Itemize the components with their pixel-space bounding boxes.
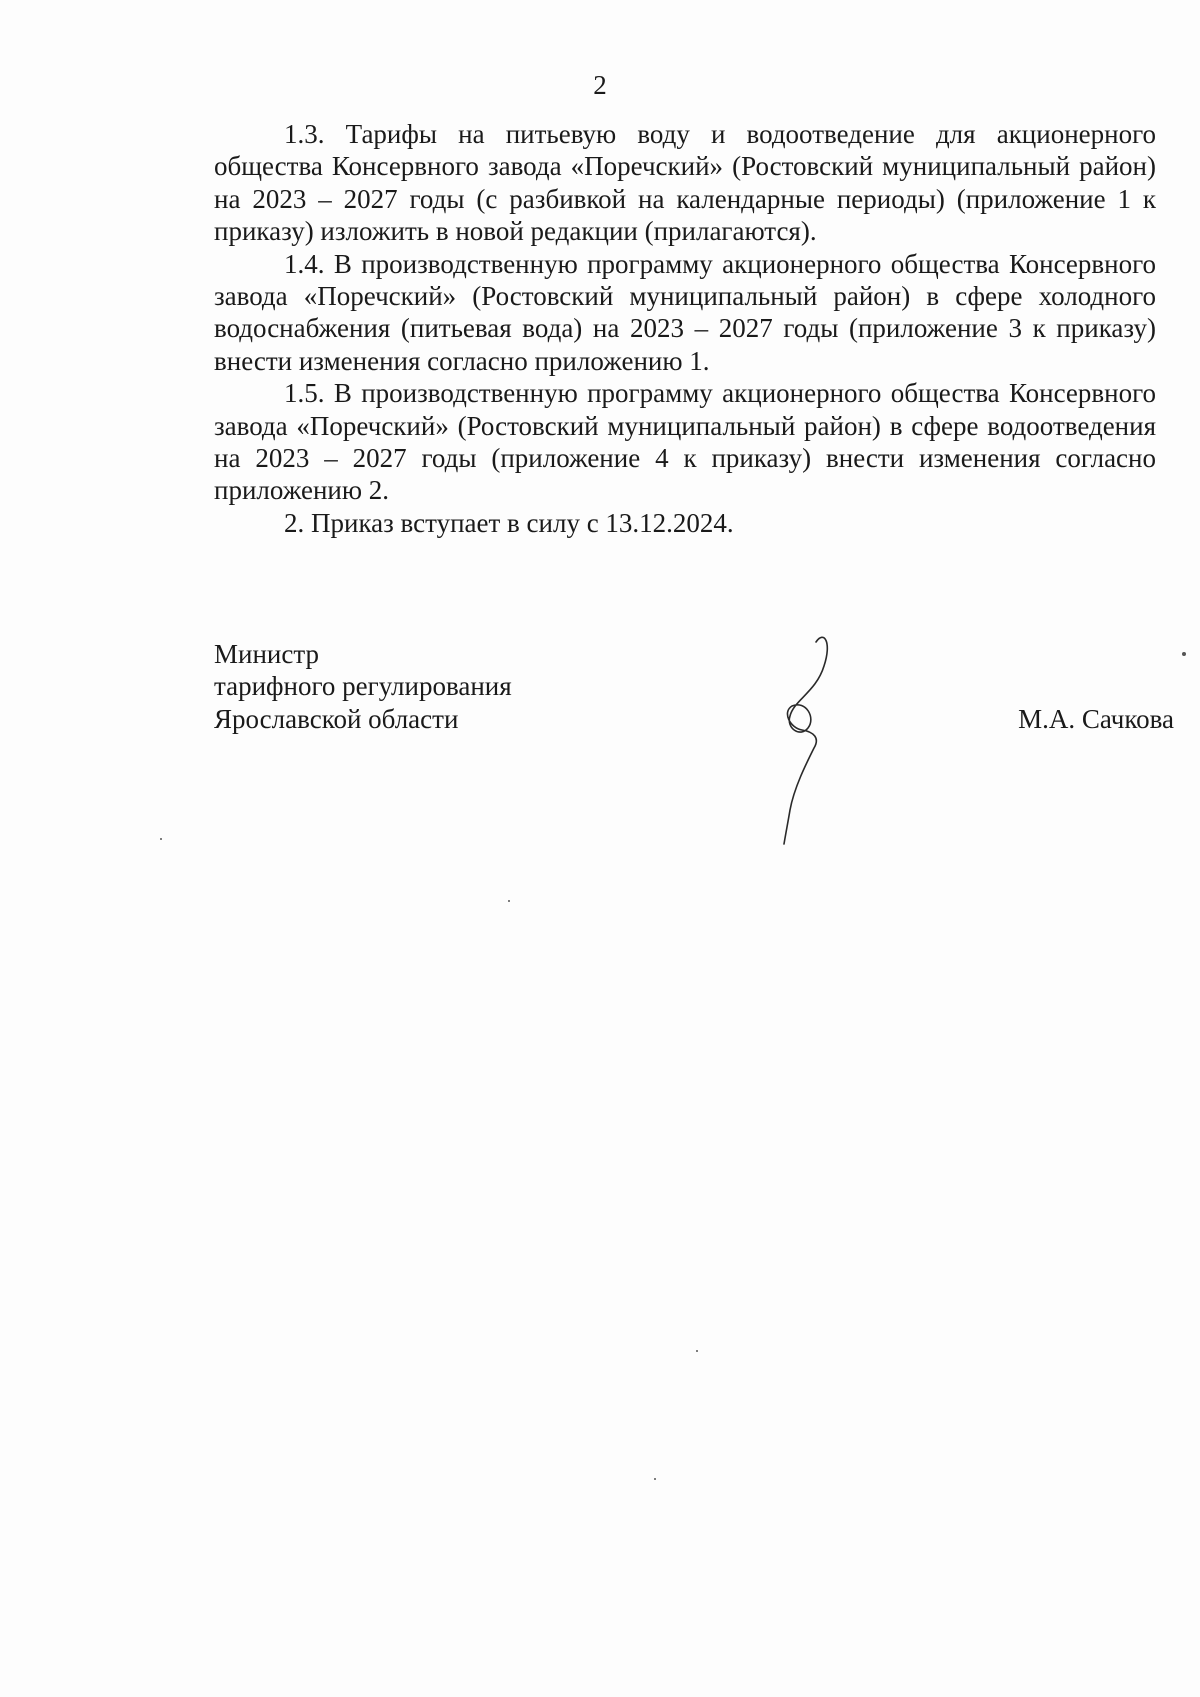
scan-speck [1182,652,1186,656]
scan-speck [160,838,162,840]
handwritten-signature-mark [780,630,900,850]
paragraph-2: 2. Приказ вступает в силу с 13.12.2024. [284,507,734,538]
paragraph-1-5: 1.5. В производственную программу акционерного общества Консервного завода «Поречский» (Ростовский муниципальный район) в сфере водоотведения на 2023 – 2027 годы (приложение 4 к приказу) внести изменения согласно приложению 2. [214,378,1156,506]
scan-speck [654,1478,656,1480]
signature-stroke [784,637,827,844]
order-body [214,118,1156,539]
scan-speck [696,1350,698,1352]
page-number: 2 [593,70,607,100]
signer-name: М.А. Сачкова [1018,703,1174,734]
signature-block [214,638,1174,858]
paragraph-1-4: 1.4. В производственную программу акционерного общества Консервного завода «Поречский» (Ростовский муниципальный район) в сфере холодного водоснабжения (питьевая вода) на 2023 – 2027 годы (приложение 3 к приказу) внести изменения согласно приложению 1. [214,248,1156,376]
signer-position-line: Министр [214,639,319,669]
signer-position-line: Ярославской области [214,703,459,734]
signer-position-line: тарифного регулирования [214,671,512,702]
signer-position [214,638,634,735]
paragraph-1-3: 1.3. Тарифы на питьевую воду и водоотведение для акционерного общества Консервного завода «Поречский» (Ростовский муниципальный район) на 2023 – 2027 годы (с разбивкой на календарные периоды) (приложение 1 к приказу) изложить в новой редакции (прилагаются). [214,119,1156,247]
scan-speck [508,900,510,902]
